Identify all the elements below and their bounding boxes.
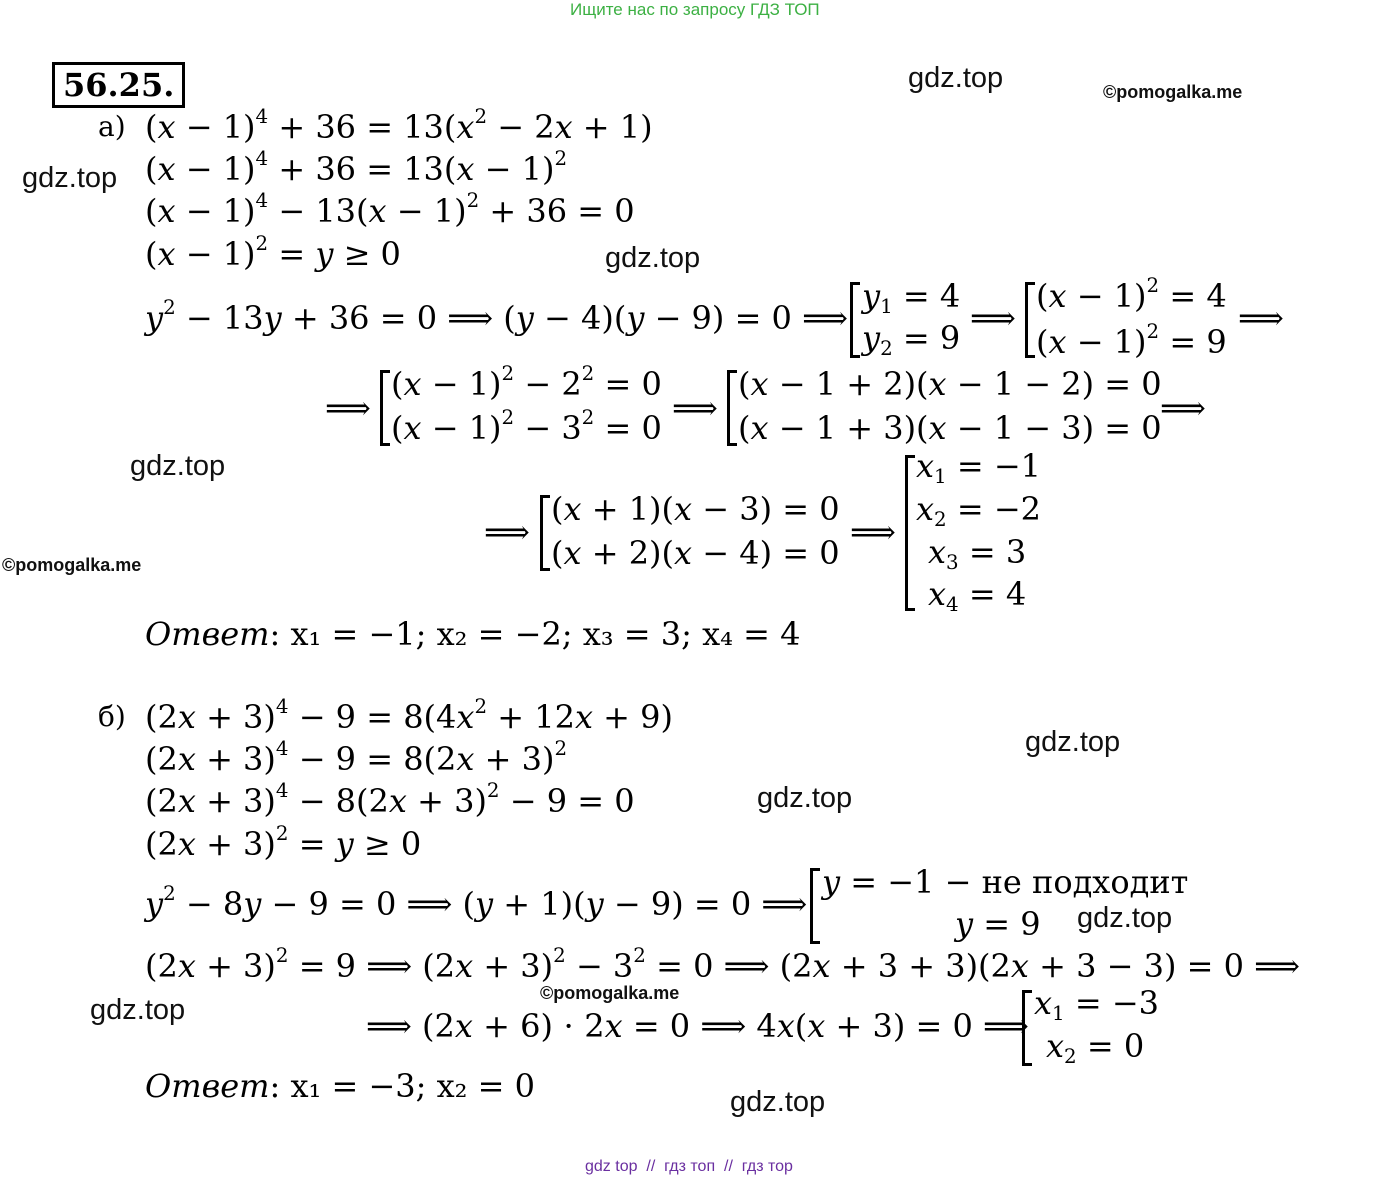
equation-line: $x_2 = 0$	[1046, 1027, 1145, 1068]
system-bracket	[727, 370, 737, 446]
equation-line: $(x - 1)^4 + 36 = 13(x^2 - 2x + 1)$	[145, 105, 653, 146]
equation-line: $y_1 = 4$	[862, 277, 961, 318]
implies-sign: ⟹	[850, 513, 896, 551]
equation-line: $(2x + 3)^4 - 9 = 8(2x + 3)^2$	[145, 737, 568, 778]
equation-line: $(x - 1)^2 - 3^2 = 0$	[391, 406, 662, 447]
system-bracket	[850, 282, 860, 358]
search-hint-link[interactable]: Ищите нас по запросу ГДЗ ТОП	[570, 0, 820, 19]
system-bracket	[810, 868, 820, 944]
equation-line: $x_1 = -1$	[916, 447, 1041, 488]
answer-line	[145, 1066, 535, 1106]
watermark-gdz: gdz.top	[1025, 726, 1121, 758]
equation-line: (x − 1 + 2)(x − 1 − 2) = 0	[738, 365, 1162, 403]
system-bracket	[380, 370, 390, 446]
watermark-gdz: gdz.top	[22, 162, 118, 194]
implies-sign: ⟹	[1238, 299, 1284, 337]
watermark-pomogalka: ©pomogalka.me	[540, 983, 680, 1003]
equation-line: $y^2 - 8y - 9 = 0$ ⟹ (y + 1)(y − 9) = 0 ⟹	[145, 882, 808, 923]
answer-line	[145, 614, 800, 654]
equation-line: $(2x + 3)^4 - 9 = 8(4x^2 + 12x + 9)$	[145, 695, 673, 736]
implies-sign: ⟹	[672, 389, 718, 427]
implies-sign: ⟹	[970, 299, 1016, 337]
part-a-label: а)	[98, 110, 126, 143]
watermark-gdz: gdz.top	[605, 242, 701, 274]
equation-line: $(x - 1)^2 = 4$	[1036, 274, 1227, 315]
footer-links[interactable]: gdz top // гдз топ // гдз тор	[585, 1158, 793, 1175]
answer-value: : x₁ = −3; x₂ = 0	[269, 1067, 535, 1105]
equation-line: $y_2 = 9$	[862, 319, 961, 360]
equation-line: $(x - 1)^2 = 9$	[1036, 320, 1227, 361]
answer-value: : x₁ = −1; x₂ = −2; x₃ = 3; x₄ = 4	[269, 615, 801, 653]
implies-sign: ⟹	[325, 389, 371, 427]
equation-line: $x_1 = -3$	[1034, 984, 1159, 1025]
equation-line: $x_3 = 3$	[928, 533, 1027, 574]
system-bracket	[1022, 990, 1032, 1066]
watermark-gdz: gdz.top	[130, 450, 226, 482]
system-bracket	[905, 455, 915, 611]
equation-line: $(x - 1)^4 + 36 = 13(x - 1)^2$	[145, 147, 568, 188]
watermark-gdz: gdz.top	[757, 782, 853, 814]
equation-line: $(2x + 3)^2 = 9$ ⟹ $(2x + 3)^2 - 3^2 = 0$ ⟹ (2x + 3 + 3)(2x + 3 − 3) = 0 ⟹	[145, 944, 1301, 985]
watermark-pomogalka: ©pomogalka.me	[2, 555, 142, 575]
equation-line: $(x - 1)^2 - 2^2 = 0$	[391, 362, 662, 403]
watermark-gdz: gdz.top	[908, 62, 1004, 94]
equation-line: $y^2 - 13y + 36 = 0$ ⟹ (y − 4)(y − 9) = 0 ⟹	[145, 296, 848, 337]
implies-sign: ⟹	[484, 513, 530, 551]
equation-line: ⟹ (2x + 6) ⋅ 2x = 0 ⟹ 4x(x + 3) = 0 ⟹	[366, 1007, 1029, 1045]
equation-line: (x + 1)(x − 3) = 0	[551, 490, 840, 528]
part-b-label: б)	[98, 700, 126, 733]
equation-line: (x + 2)(x − 4) = 0	[551, 534, 840, 572]
equation-line: $x_4 = 4$	[928, 575, 1027, 616]
problem-number: 56.25.	[52, 62, 185, 108]
answer-word: Ответ	[145, 615, 270, 653]
equation-line: $(2x + 3)^2 = y \ge 0$	[145, 822, 422, 863]
watermark-gdz: gdz.top	[1077, 902, 1173, 934]
equation-line: $(x - 1)^2 = y \ge 0$	[145, 232, 401, 273]
equation-line: y = −1 − не подходит	[822, 863, 1189, 901]
watermark-gdz: gdz.top	[90, 994, 186, 1026]
not-fit-note: − не подходит	[944, 863, 1189, 901]
implies-sign: ⟹	[1160, 389, 1206, 427]
equation-line: $(x - 1)^4 - 13(x - 1)^2 + 36 = 0$	[145, 189, 635, 230]
watermark-pomogalka: ©pomogalka.me	[1103, 82, 1243, 102]
system-bracket	[540, 495, 550, 571]
answer-word: Ответ	[145, 1067, 270, 1105]
equation-line: $x_2 = -2$	[916, 490, 1041, 531]
equation-line: (x − 1 + 3)(x − 1 − 3) = 0	[738, 409, 1162, 447]
equation-line: y = 9	[955, 905, 1041, 943]
system-bracket	[1025, 282, 1035, 358]
equation-line: $(2x + 3)^4 - 8(2x + 3)^2 - 9 = 0$	[145, 779, 635, 820]
watermark-gdz: gdz.top	[730, 1086, 826, 1118]
